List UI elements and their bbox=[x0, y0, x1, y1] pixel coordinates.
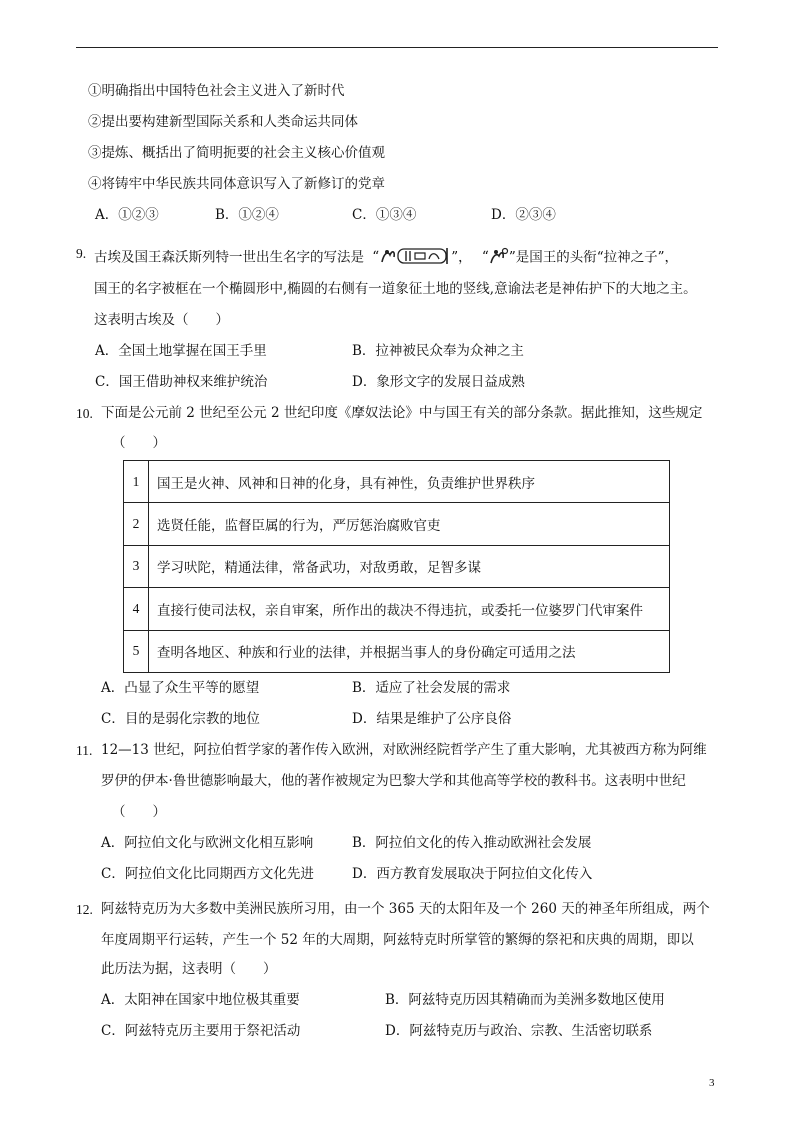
q10-option-a[interactable]: A．凸显了众生平等的愿望 bbox=[101, 680, 260, 696]
prev-option-a[interactable]: A．①②③ bbox=[95, 207, 159, 223]
q11-line1: 12—13 世纪，阿拉伯哲学家的著作传入欧洲，对欧洲经院哲学产生了重大影响，尤其被西方称为阿维 bbox=[101, 742, 707, 758]
q10-option-b[interactable]: B．适应了社会发展的需求 bbox=[352, 680, 511, 696]
q9-option-b[interactable]: B．拉神被民众奉为众神之主 bbox=[352, 343, 524, 359]
q12-line3: 此历法为据，这表明（ ） bbox=[101, 961, 277, 977]
q9-line1-text-c: 是国王的头衔“拉神之子”， bbox=[515, 249, 679, 266]
statement-2: ②提出要构建新型国际关系和人类命运共同体 bbox=[88, 114, 358, 130]
q12-option-a[interactable]: A．太阳神在国家中地位极其重要 bbox=[101, 992, 300, 1008]
prev-option-d[interactable]: D．②③④ bbox=[491, 207, 556, 223]
table-row bbox=[124, 461, 670, 503]
q11-option-d[interactable]: D．西方教育发展取决于阿拉伯文化传入 bbox=[352, 866, 593, 882]
ra-son-hieroglyph-icon bbox=[489, 247, 509, 269]
table-row bbox=[124, 630, 670, 672]
q9-line1-text-a: 古埃及国王森沃斯列特一世出生名字的写法是 bbox=[94, 249, 364, 266]
q12-option-d[interactable]: D．阿兹特克历与政治、宗教、生活密切联系 bbox=[385, 1023, 653, 1039]
q10-option-d[interactable]: D．结果是维护了公序良俗 bbox=[352, 711, 512, 727]
header-rule bbox=[76, 47, 718, 48]
table-row bbox=[124, 545, 670, 587]
cartouche-hieroglyph-icon bbox=[379, 247, 451, 269]
q11-line2: 罗伊的伊本·鲁世德影响最大，他的著作被规定为巴黎大学和其他高等学校的教科书。这表明中世纪 bbox=[101, 773, 686, 789]
q10-line2: （ ） bbox=[112, 435, 166, 451]
q12-line1: 阿兹特克历为大多数中美洲民族所习用，由一个 365 天的太阳年及一个 260 天的神圣年所组成，两个 bbox=[101, 901, 710, 917]
statement-3: ③提炼、概括出了简明扼要的社会主义核心价值观 bbox=[88, 145, 385, 161]
q9-line2: 国王的名字被框在一个椭圆形中,椭圆的右侧有一道象征土地的竖线,意谕法老是神佑护下的大地之主。 bbox=[94, 281, 697, 297]
q11-option-a[interactable]: A．阿拉伯文化与欧洲文化相互影响 bbox=[101, 835, 314, 851]
q12-line2: 年度周期平行运转，产生一个 52 年的大周期，阿兹特克时所掌管的繁缛的祭祀和庆典的周期，即以 bbox=[101, 932, 694, 948]
q12-number: 12. bbox=[76, 902, 93, 917]
q9-line1-text-b: ， bbox=[458, 249, 472, 266]
q10-number: 10. bbox=[76, 406, 93, 421]
q12-option-b[interactable]: B．阿兹特克历因其精确而为美洲多数地区使用 bbox=[385, 992, 665, 1008]
q9-option-d[interactable]: D．象形文字的发展日益成熟 bbox=[352, 374, 525, 390]
row-number: 1 bbox=[124, 461, 149, 503]
row-text: 直接行使司法权，亲自审案，所作出的裁决不得违抗，或委托一位婆罗门代审案件 bbox=[149, 588, 670, 630]
statement-1: ①明确指出中国特色社会主义进入了新时代 bbox=[88, 83, 345, 99]
q10-line1: 下面是公元前 2 世纪至公元 2 世纪印度《摩奴法论》中与国王有关的部分条款。据此推知，这些规定 bbox=[101, 405, 703, 421]
row-text: 学习吠陀，精通法律，常备武功，对敌勇敢，足智多谋 bbox=[149, 545, 670, 587]
statement-4: ④将铸牢中华民族共同体意识写入了新修订的党章 bbox=[88, 176, 385, 192]
row-number: 3 bbox=[124, 545, 149, 587]
prev-option-c[interactable]: C．①③④ bbox=[352, 207, 417, 223]
q9-option-a[interactable]: A．全国土地掌握在国王手里 bbox=[95, 343, 267, 359]
row-number: 5 bbox=[124, 630, 149, 672]
row-text: 选贤任能，监督臣属的行为，严厉惩治腐败官吏 bbox=[149, 503, 670, 545]
laws-table bbox=[123, 460, 670, 673]
prev-option-b[interactable]: B．①②④ bbox=[215, 207, 279, 223]
table-row bbox=[124, 503, 670, 545]
row-text: 查明各地区、种族和行业的法律，并根据当事人的身份确定可适用之法 bbox=[149, 630, 670, 672]
q11-option-c[interactable]: C．阿拉伯文化比同期西方文化先进 bbox=[101, 866, 314, 882]
q9-line3: 这表明古埃及（ ） bbox=[94, 312, 229, 328]
page-number: 3 bbox=[709, 1077, 715, 1089]
q11-line3: （ ） bbox=[112, 804, 166, 820]
q9-option-c[interactable]: C．国王借助神权来维护统治 bbox=[95, 374, 268, 390]
table-row bbox=[124, 588, 670, 630]
row-number: 2 bbox=[124, 503, 149, 545]
row-text: 国王是火神、风神和日神的化身，具有神性，负责维护世界秩序 bbox=[149, 461, 670, 503]
row-number: 4 bbox=[124, 588, 149, 630]
q10-option-c[interactable]: C．目的是弱化宗教的地位 bbox=[101, 711, 260, 727]
q11-option-b[interactable]: B．阿拉伯文化的传入推动欧洲社会发展 bbox=[352, 835, 592, 851]
q9-number: 9. bbox=[76, 246, 87, 261]
q12-option-c[interactable]: C．阿兹特克历主要用于祭祀活动 bbox=[101, 1023, 301, 1039]
q9-line1: 古埃及国王森沃斯列特一世出生名字的写法是 “ ”， “ ”是国王的头衔“拉神之子”， bbox=[94, 247, 678, 269]
q11-number: 11. bbox=[76, 743, 93, 758]
